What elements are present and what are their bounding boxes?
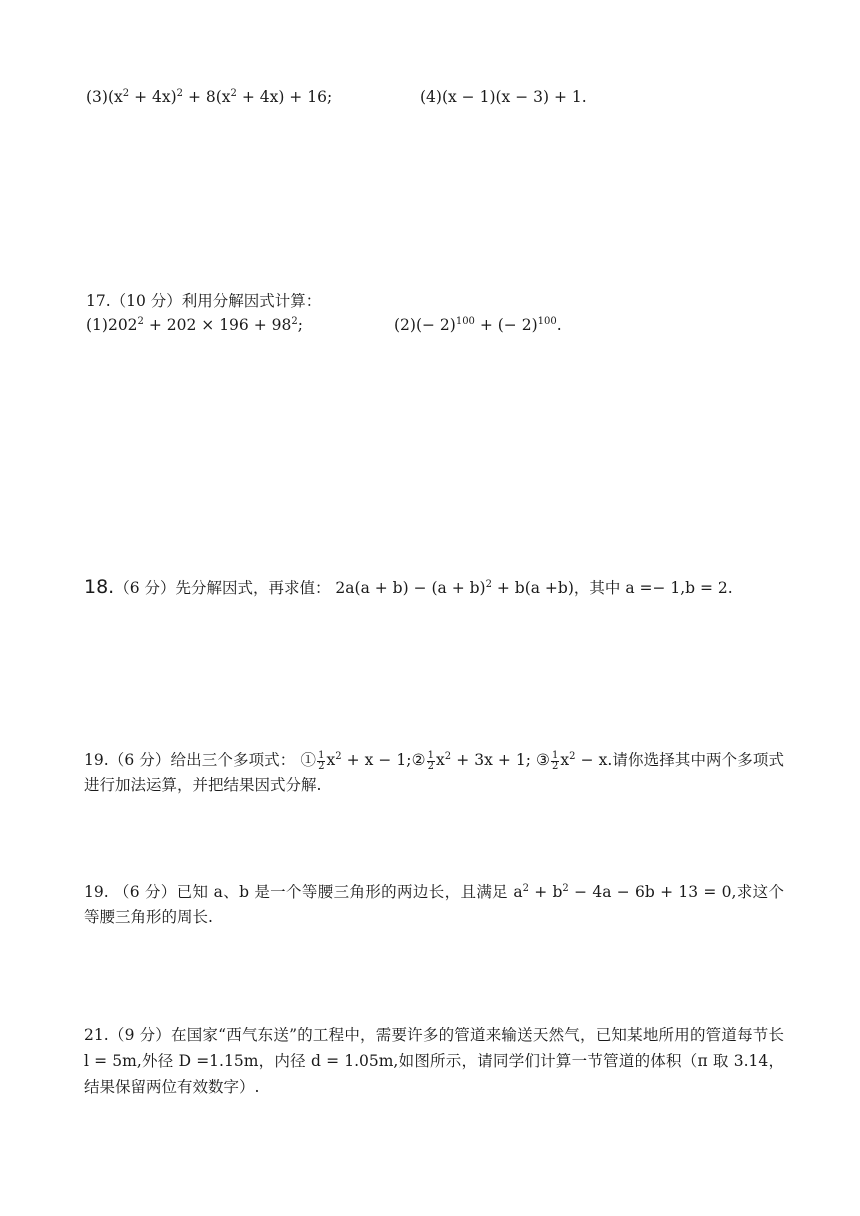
q19a-text: + 3x + 1; ③ (451, 751, 551, 769)
q19b-text: + b (528, 883, 563, 901)
q19a-text: + x − 1;② (341, 751, 426, 769)
q16-part3 (86, 86, 332, 108)
q17-part2 (394, 314, 562, 336)
fraction-denominator: 2 (318, 760, 325, 772)
exponent: 2 (335, 750, 342, 762)
q16-part3-term: + 8(x (183, 88, 231, 106)
q17-part1-term: (1)202 (86, 316, 138, 334)
exponent: 100 (537, 315, 557, 327)
q16-part3-term: + 4x) (129, 88, 177, 106)
fraction-denominator: 2 (427, 760, 435, 772)
exponent: 2 (444, 750, 452, 762)
q18-number: 18. (84, 576, 115, 598)
q19-triangle (84, 880, 784, 930)
q18-text: （6 分）先分解因式，再求值： 2a(a + b) − (a + b) (114, 579, 486, 597)
q19a-text: x (326, 751, 336, 769)
fraction-one-half (317, 751, 325, 772)
q18-text: + b(a +b)，其中 a =− 1,b = 2. (491, 579, 733, 597)
q17-part2-term: + (− 2) (474, 316, 538, 334)
exponent: 2 (291, 315, 298, 327)
q16-part3-term: (x (107, 88, 123, 106)
exponent: 2 (122, 87, 130, 99)
fraction-numerator: 1 (552, 749, 559, 761)
exponent: 2 (569, 750, 576, 762)
fraction-one-half (427, 751, 435, 772)
q17-part1-term: ; (297, 316, 303, 334)
q19b-text: 19. （6 分）已知 a、b 是一个等腰三角形的两边长，且满足 a (84, 883, 523, 901)
q17-part1-term: + 202 × 196 + 98 (143, 316, 292, 334)
q16-part3-label: (3) (86, 88, 108, 106)
q19a-text: x (436, 751, 445, 769)
exponent: 2 (176, 87, 184, 99)
fraction-numerator: 1 (427, 749, 435, 761)
q17-part2-term: . (556, 316, 562, 334)
exponent: 2 (522, 882, 529, 894)
q19-polynomials (84, 748, 784, 798)
fraction-numerator: 1 (318, 749, 325, 761)
fraction-denominator: 2 (552, 760, 559, 772)
exponent: 2 (562, 882, 569, 894)
q19b-text: − 4a − 6b + 13 = 0,求这个等腰三角形的周长. (84, 883, 784, 926)
q17-title: 17.（10 分）利用分解因式计算： (86, 292, 322, 310)
q17-part2-term: (2)(− 2) (394, 316, 456, 334)
exponent: 2 (230, 87, 237, 99)
q18 (84, 576, 733, 599)
exponent: 2 (137, 315, 144, 327)
q19a-text: 19.（6 分）给出三个多项式： ① (84, 751, 317, 769)
q17-part1 (86, 314, 303, 336)
q19a-text: − x.请你选择其中两个多项式进行加法运算，并把结果因式分解. (84, 751, 785, 794)
fraction-one-half (551, 751, 559, 772)
q16-part3-term: + 4x) + 16; (236, 88, 333, 106)
exponent: 2 (485, 578, 492, 590)
q21: 21.（9 分）在国家“西气东送”的工程中，需要许多的管道来输送天然气，已知某地所用的管道每节长 l = 5m,外径 D =1.15m，内径 d = 1.05m,如图所示，请同学们计算一节管道的体积（π 取 3.14，结果保留两位有效数字）. (84, 1026, 784, 1096)
q19a-text: x (560, 751, 570, 769)
q16-part4: (4)(x − 1)(x − 3) + 1. (420, 88, 587, 106)
exponent: 100 (455, 315, 475, 327)
